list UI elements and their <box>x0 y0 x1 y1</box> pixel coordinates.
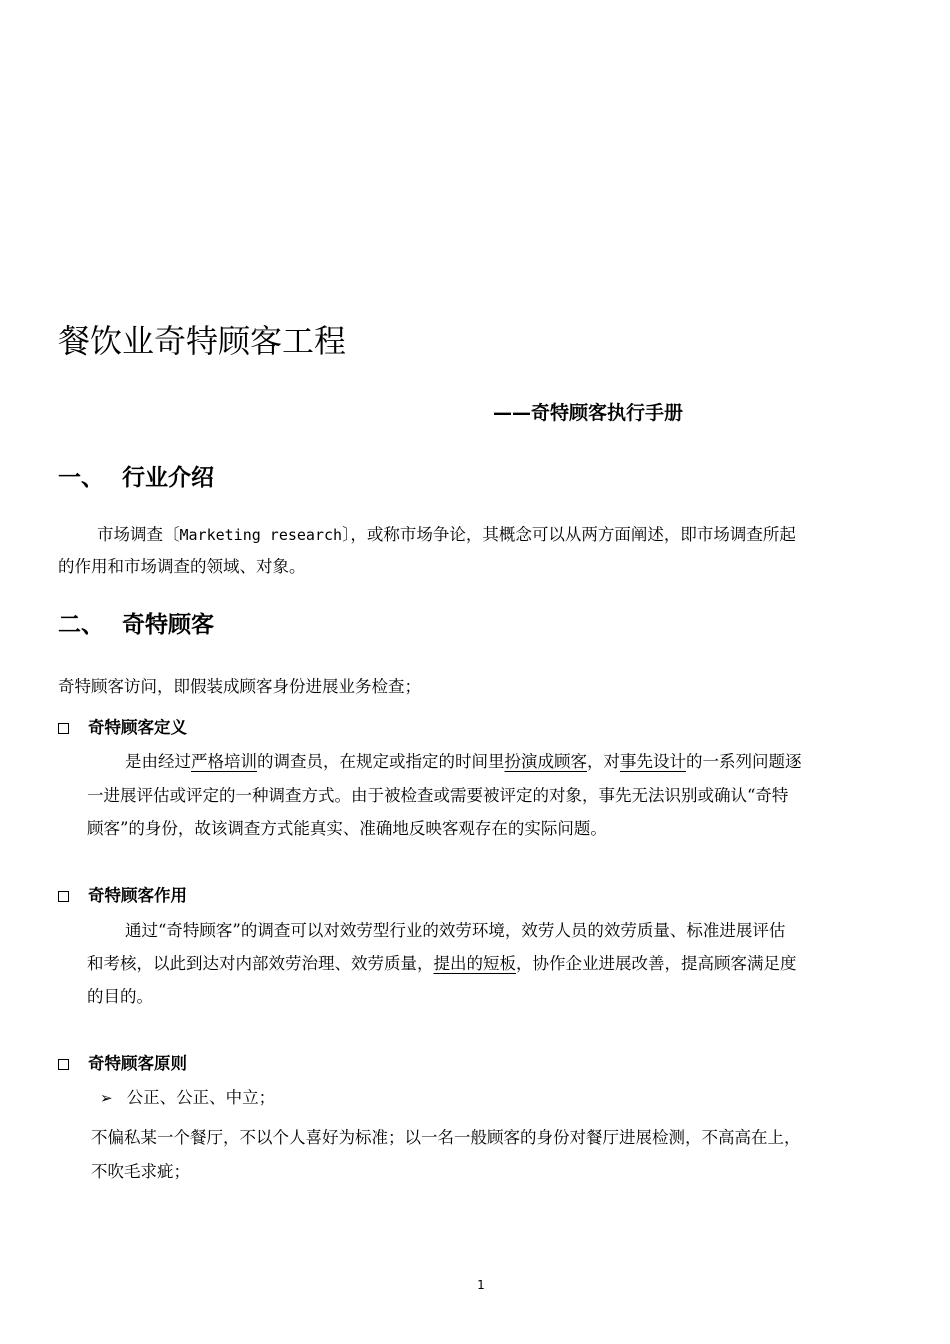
underlined-text: 提出的短板 <box>433 954 516 973</box>
checkbox-square-icon <box>58 891 69 902</box>
principle-heading-label: 奇特顾客原则 <box>88 1054 187 1073</box>
definition-line2: 一进展评估或评定的一种调查方式。由于被检查或需要被评定的对象，事先无法识别或确认“奇特 <box>87 786 789 805</box>
effect-line3: 的目的。 <box>87 987 153 1006</box>
definition-heading-label: 奇特顾客定义 <box>88 718 187 737</box>
principle-heading <box>58 1050 187 1074</box>
section-1-para-line2: 的作用和市场调查的领域、对象。 <box>58 557 306 576</box>
document-title: 餐饮业奇特顾客工程 <box>58 322 347 360</box>
section-1-para-line1 <box>97 519 796 551</box>
principle-item-1-label: 公正、公正、中立； <box>126 1088 276 1107</box>
section-2-heading <box>58 606 214 639</box>
checkbox-square-icon <box>58 1059 69 1070</box>
definition-heading <box>58 714 187 738</box>
effect-heading <box>58 882 187 906</box>
text-run: 〕，或称市场争论，其概念可以从两方面阐述，即市场调查所起 <box>342 525 796 544</box>
section-1-title: 行业介绍 <box>122 465 214 491</box>
effect-line1: 通过“奇特顾客”的调查可以对效劳型行业的效劳环境，效劳人员的效劳质量、标准进展评估 <box>125 921 786 940</box>
checkbox-square-icon <box>58 723 69 734</box>
principle-para-line1: 不偏私某一个餐厅，不以个人喜好为标准；以一名一般顾客的身份对餐厅进展检测，不高高在上， <box>91 1128 801 1147</box>
effect-line2 <box>87 948 797 980</box>
text-run: 是由经过 <box>125 752 191 771</box>
text-run: 市场调查〔 <box>97 525 180 544</box>
arrow-bullet-icon: ➢ <box>100 1089 113 1107</box>
document-subtitle: ——奇特顾客执行手册 <box>493 402 684 424</box>
underlined-text: 严格培训 <box>191 752 257 771</box>
page-number: 1 <box>477 1278 485 1292</box>
section-2-title: 奇特顾客 <box>122 612 214 638</box>
text-run: 和考核，以此到达对内部效劳治理、效劳质量， <box>87 954 434 973</box>
text-run: 的一系列问题逐 <box>686 752 802 771</box>
underlined-text: 事先设计 <box>620 752 686 771</box>
section-1-heading <box>58 459 214 492</box>
text-run: ，对 <box>587 752 620 771</box>
text-run: 的调查员，在规定或指定的时间里 <box>257 752 505 771</box>
section-1-number: 一、 <box>58 465 104 491</box>
definition-line1 <box>125 746 802 778</box>
section-2-intro: 奇特顾客访问，即假装成顾客身份进展业务检查； <box>58 677 421 696</box>
underlined-text: 扮演成顾客 <box>504 752 587 771</box>
effect-heading-label: 奇特顾客作用 <box>88 886 187 905</box>
section-2-number: 二、 <box>58 612 104 638</box>
principle-para-line2: 不吹毛求疵； <box>91 1162 190 1181</box>
text-run: ，协作企业进展改善，提高顾客满足度 <box>516 954 797 973</box>
principle-item-1 <box>100 1082 275 1114</box>
definition-line3: 顾客”的身份，故该调查方式能真实、准确地反映客观存在的实际问题。 <box>87 819 607 838</box>
text-run-mono: Marketing research <box>179 526 343 544</box>
